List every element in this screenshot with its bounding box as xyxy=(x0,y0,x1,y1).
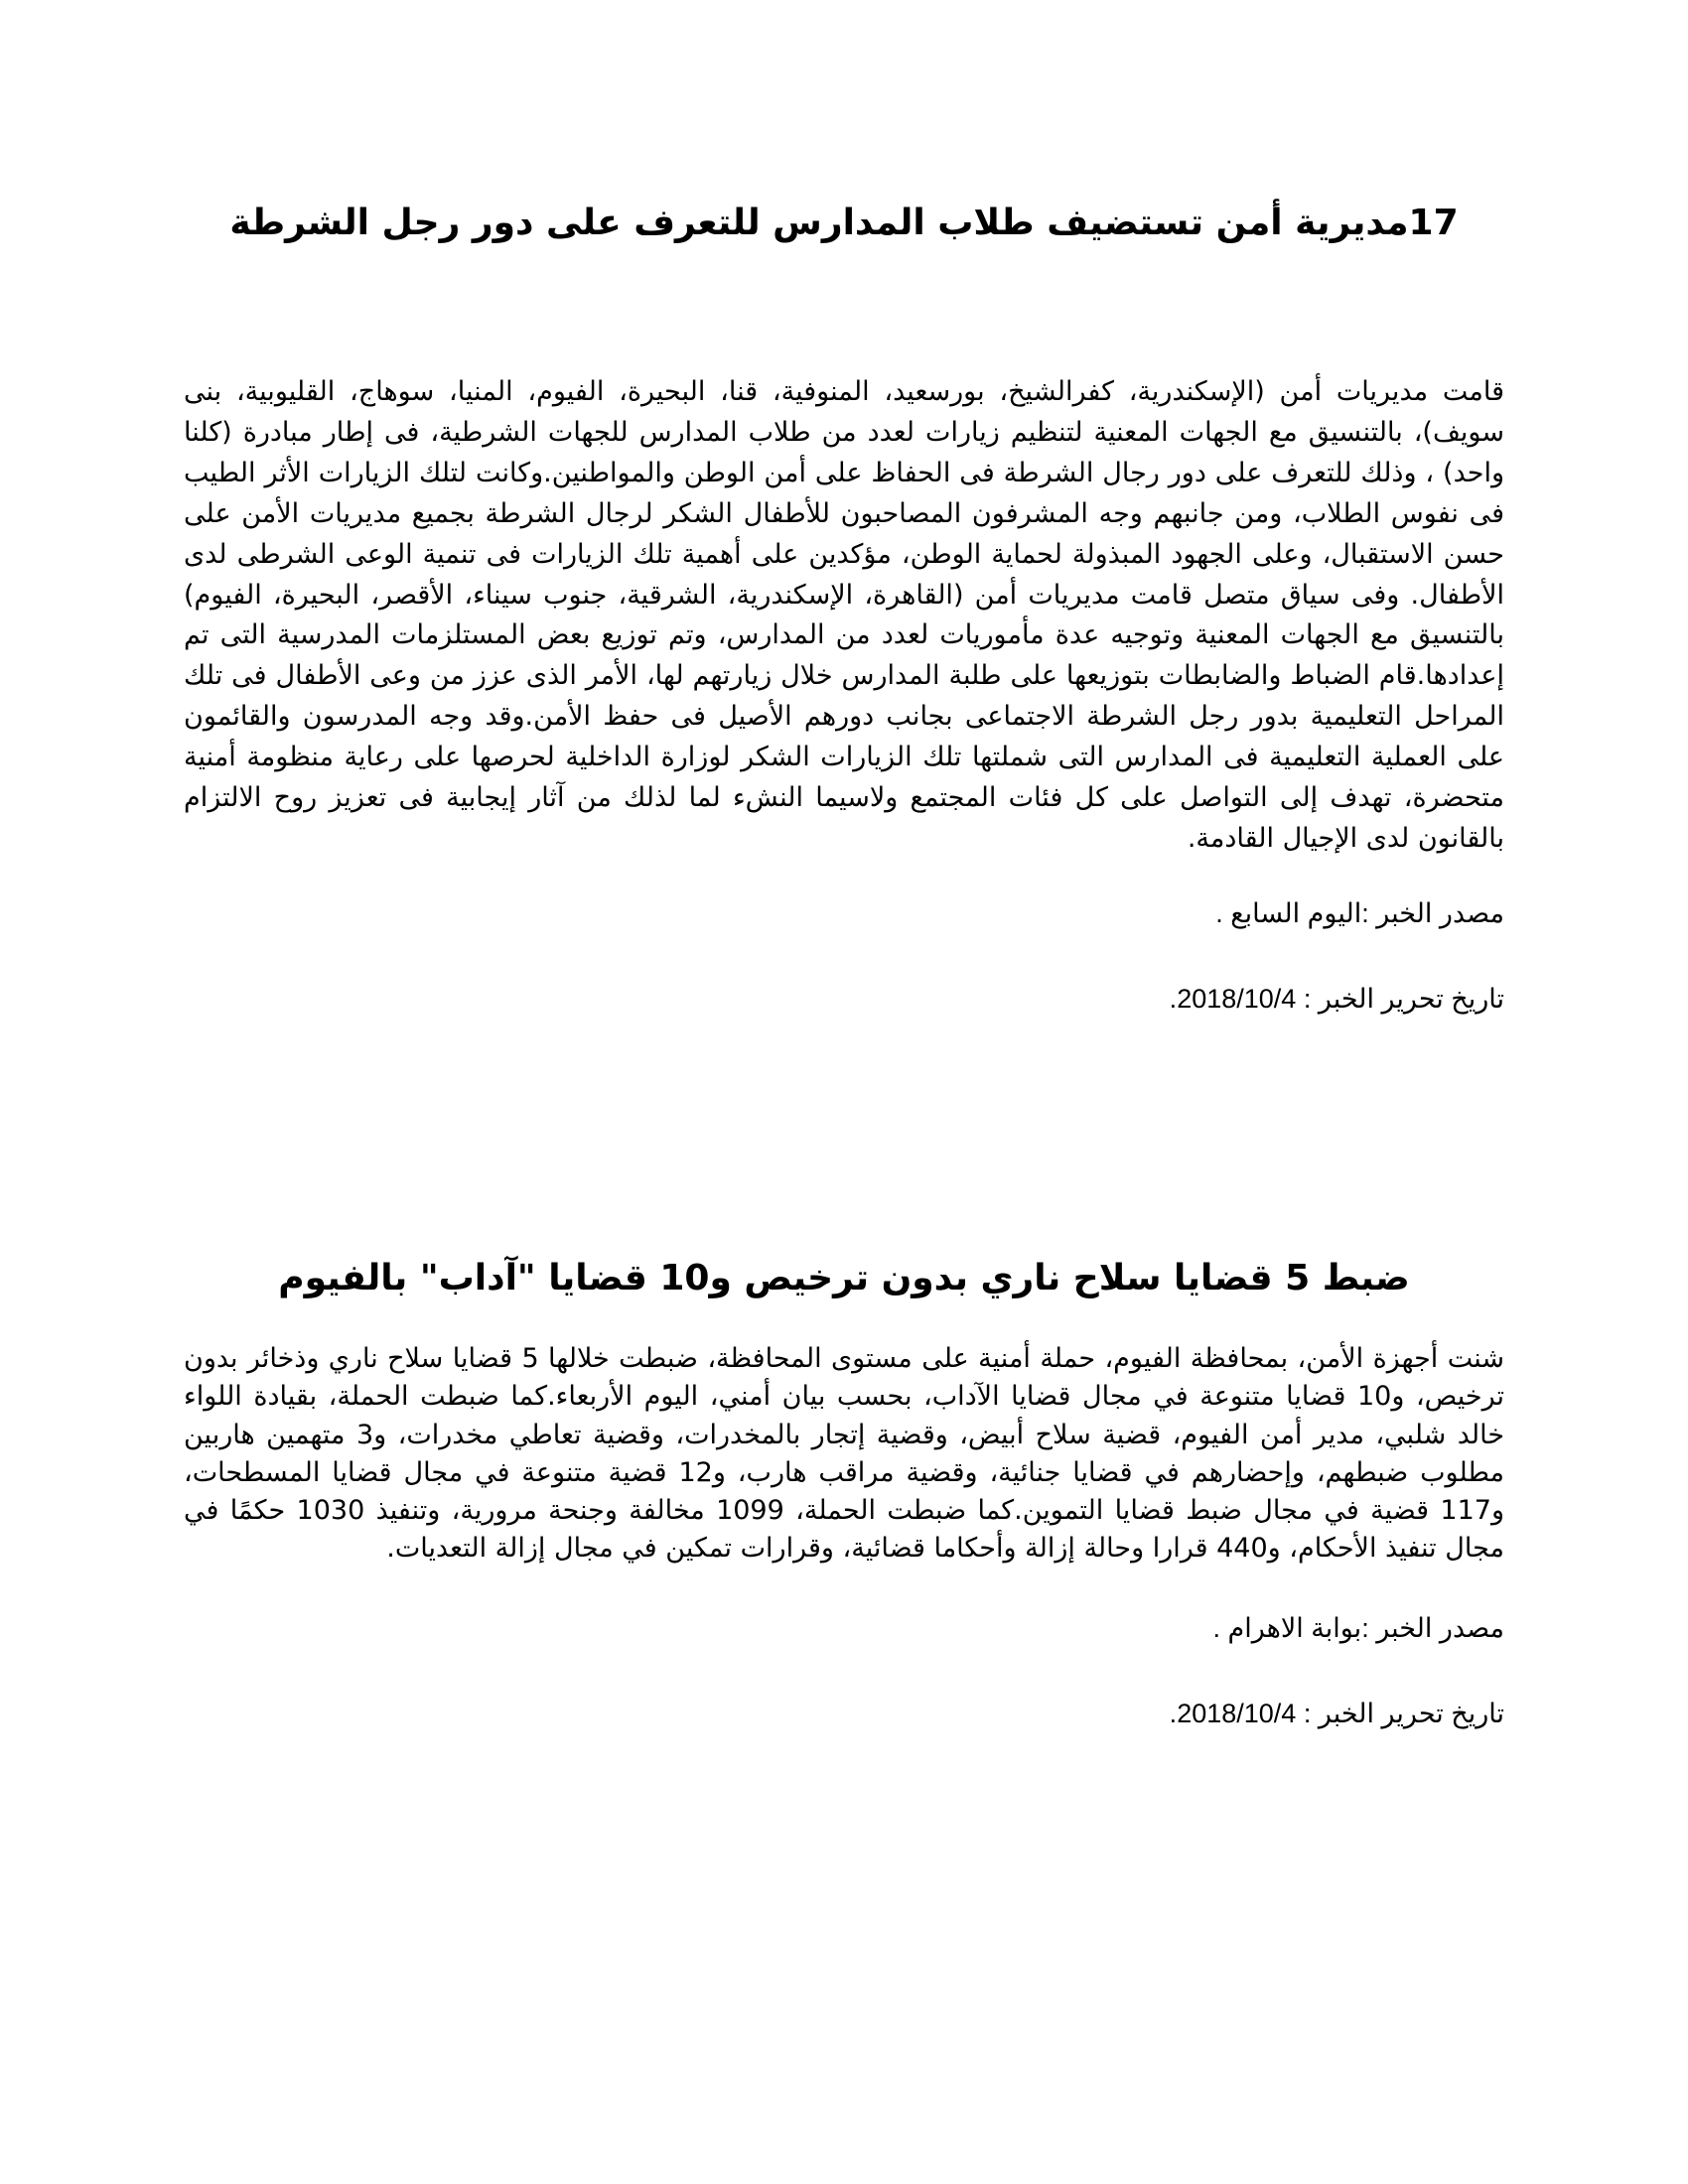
news-article-2 xyxy=(184,1249,1504,1733)
article-source: مصدر الخبر :اليوم السابع . xyxy=(1215,897,1504,928)
article-body: قامت مديريات أمن (الإسكندرية، كفرالشيخ، بورسعيد، المنوفية، قنا، البحيرة، الفيوم، المنيا، سوهاج، القليوبية، بنى سويف)، بالتنسيق مع الجهات المعنية لتنظيم زيارات لعدد من طلاب المدارس للجهات الشرطية، فى إطار مبادرة (كلنا واحد) ، وذلك للتعرف على دور رجال الشرطة فى الحفاظ على أمن الوطن والمواطنين.وكانت لتلك الزيارات الأثر الطيب فى نفوس الطلاب، ومن جانبهم وجه المشرفون المصاحبون للأطفال الشكر لرجال الشرطة بجميع مديريات الأمن على حسن الاستقبال، وعلى الجهود المبذولة لحماية الوطن، مؤكدين على أهمية تلك الزيارات فى تنمية الوعى الشرطى لدى الأطفال. وفى سياق متصل قامت مديريات أمن (القاهرة، الإسكندرية، الشرقية، جنوب سيناء، الأقصر، البحيرة، الفيوم) بالتنسيق مع الجهات المعنية وتوجيه عدة مأموريات لعدد من المدارس، وتم توزيع بعض المستلزمات المدرسية التى تم إعدادها.قام الضباط والضابطات بتوزيعها على طلبة المدارس خلال زيارتهم لها، الأمر الذى عزز من وعى الأطفال فى تلك المراحل التعليمية بدور رجل الشرطة الاجتماعى بجانب دورهم الأصيل فى حفظ الأمن.وقد وجه المدرسون والقائمون على العملية التعليمية فى المدارس التى شملتها تلك الزيارات الشكر لوزارة الداخلية لحرصها على رعاية منظومة أمنية متحضرة، تهدف إلى التواصل على كل فئات المجتمع ولاسيما النشء لما لذلك من آثار إيجابية فى تعزيز روح الالتزام بالقانون لدى الإجيال القادمة. xyxy=(184,376,1504,854)
article-headline: ضبط 5 قضايا سلاح ناري بدون ترخيص و10 قضايا "آداب" بالفيوم xyxy=(278,1258,1410,1298)
news-article-1 xyxy=(184,194,1504,1019)
article-date: تاريخ تحرير الخبر : 2018/10/4. xyxy=(1169,983,1504,1014)
article-body: شنت أجهزة الأمن، بمحافظة الفيوم، حملة أمنية على مستوى المحافظة، ضبطت خلالها 5 قضايا سلاح ناري وذخائر بدون ترخيص، و10 قضايا متنوعة في مجال قضايا الآداب، بحسب بيان أمني، اليوم الأربعاء.كما ضبطت الحملة، بقيادة اللواء خالد شلبي، مدير أمن الفيوم، قضية سلاح أبيض، وقضية إتجار بالمخدرات، وقضية تعاطي مخدرات، و3 متهمين هاربين مطلوب ضبطهم، وإحضارهم في قضايا جنائية، وقضية مراقب هارب، و12 قضية متنوعة في مجال قضايا المسطحات، و117 قضية في مجال ضبط قضايا التموين.كما ضبطت الحملة، 1099 مخالفة وجنحة مرورية، وتنفيذ 1030 حكمًا في مجال تنفيذ الأحكام، و440 قرارا وحالة إزالة وأحكاما قضائية، وقرارات تمكين في مجال إزالة التعديات. xyxy=(184,1343,1505,1565)
article-source: مصدر الخبر :بوابة الاهرام . xyxy=(1212,1612,1504,1643)
article-date: تاريخ تحرير الخبر : 2018/10/4. xyxy=(1169,1698,1504,1728)
article-headline: 17مديرية أمن تستضيف طلاب المدارس للتعرف على دور رجل الشرطة xyxy=(229,203,1459,243)
